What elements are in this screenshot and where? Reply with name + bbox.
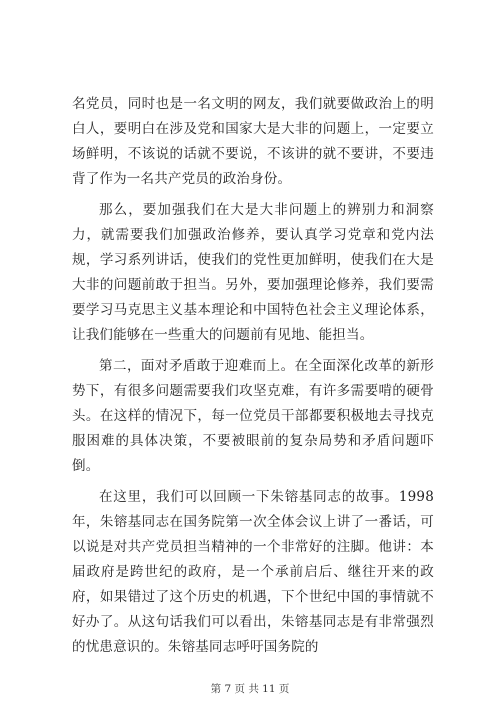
paragraph-4: 在这里，我们可以回顾一下朱镕基同志的故事。1998 年，朱镕基同志在国务院第一次全体会议上讲了一番话，可以说是对共产党员担当精神的一个非常好的注脚。他讲：本届政府是跨世纪的政府，是一个承前启后、继往开来的政府，如果错过了这个历史的机遇，下个世纪中国的事情就不好办了。从这句话我们可以看出，朱镕基同志是有非常强烈的忧患意识的。朱镕基同志呼吁国务院的	[72, 489, 434, 655]
paragraph-2: 那么，要加强我们在大是大非问题上的辨别力和洞察力，就需要我们加强政治修养，要认真学习党章和党内法规，学习系列讲话，使我们的党性更加鲜明，使我们在大是大非的问题前敢于担当。另外，要加强理论修养，我们要需要学习马克思主义基本理论和中国特色社会主义理论体系，让我们能够在一些重大的问题前有见地、能担当。	[72, 202, 434, 343]
page-number-footer: 第 7 页 共 11 页	[210, 683, 290, 695]
paragraph-1: 名党员，同时也是一名文明的网友，我们就要做政治上的明白人，要明白在涉及党和国家大是大非的问题上，一定要立场鲜明，不该说的话就不要说，不该讲的就不要讲，不要违背了作为一名共产党员的政治身份。	[72, 96, 434, 187]
paragraph-3: 第二，面对矛盾敢于迎难而上。在全面深化改革的新形势下，有很多问题需要我们攻坚克难，有许多需要啃的硬骨头。在这样的情况下，每一位党员干部都要积极地去寻找克服困难的具体决策，不要被眼前的复杂局势和矛盾问题吓倒。	[72, 358, 434, 474]
document-body	[72, 92, 434, 666]
